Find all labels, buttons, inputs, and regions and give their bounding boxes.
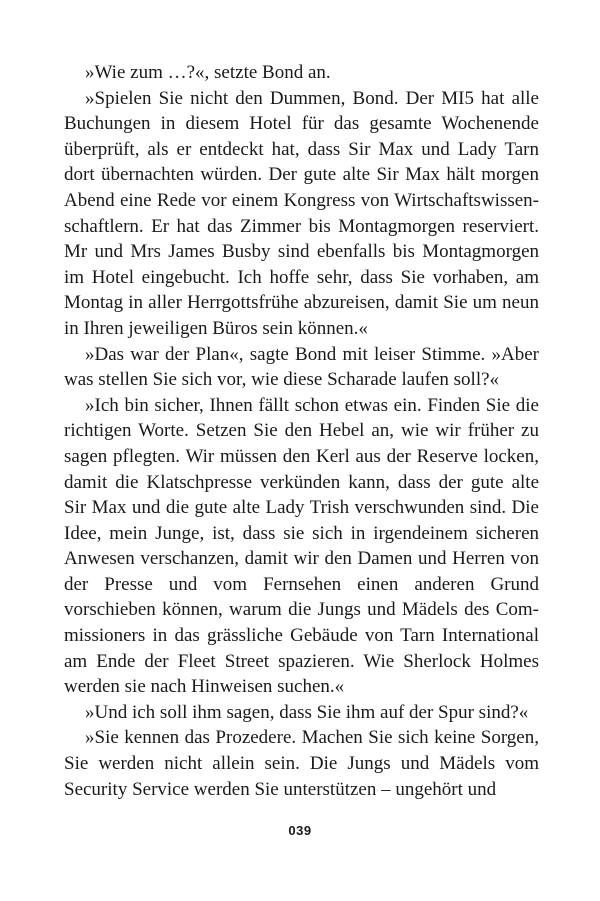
paragraph: »Spielen Sie nicht den Dummen, Bond. Der MI5 hat alle Buchungen in diesem Hotel für das gesamte Wochenende überprüft, als er entdeckt hat, dass Sir Max und Lady Tarn dort übernachten würden. Der gute alte Sir Max hält morgen Abend eine Rede vor einem Kongress von Wirtschaftswissen-schaftlern. Er hat das Zimmer bis Montagmorgen reserviert. Mr und Mrs James Busby sind ebenfalls bis Montagmorgen im Hotel eingebucht. Ich hoffe sehr, dass Sie vorhaben, am Montag in aller Herrgottsfrühe abzureisen, damit Sie um neun in Ihren jeweiligen Büros sein können.«: [64, 87, 539, 339]
paragraph: »Wie zum …?«, setzte Bond an.: [85, 62, 331, 83]
paragraph: »Und ich soll ihm sagen, dass Sie ihm auf der Spur sind?«: [85, 701, 529, 723]
paragraph: »Das war der Plan«, sagte Bond mit leiser Stimme. »Aber was stellen Sie sich vor, wie diese Scharade laufen soll?«: [64, 343, 539, 391]
paragraph: »Sie kennen das Prozedere. Machen Sie sich keine Sorgen, Sie werden nicht allein sein. Die Jungs und Mädels vom Security Service werden Sie unterstützen – ungehört und: [64, 727, 539, 800]
page-number: 039: [288, 823, 312, 838]
paragraph: »Ich bin sicher, Ihnen fällt schon etwas ein. Finden Sie die richtigen Worte. Setzen Sie den Hebel an, wie wir früher zu sagen pflegten. Wir müssen den Kerl aus der Reserve locken, damit die Klatschpresse verkünden kann, dass der gute alte Sir Max und die gute alte Lady Trish verschwunden sind. Die Idee, mein Junge, ist, dass sie sich in irgendeinem sicheren Anwesen verschanzen, damit wir den Damen und Herren von der Presse und vom Fernsehen einen anderen Grund vorschieben können, warum die Jungs und Mädels des Com-missioners in das grässliche Gebäude von Tarn International am Ende der Fleet Street spazieren. Wie Sherlock Holmes werden sie nach Hinweisen suchen.«: [64, 394, 539, 698]
page-body: [64, 60, 539, 802]
